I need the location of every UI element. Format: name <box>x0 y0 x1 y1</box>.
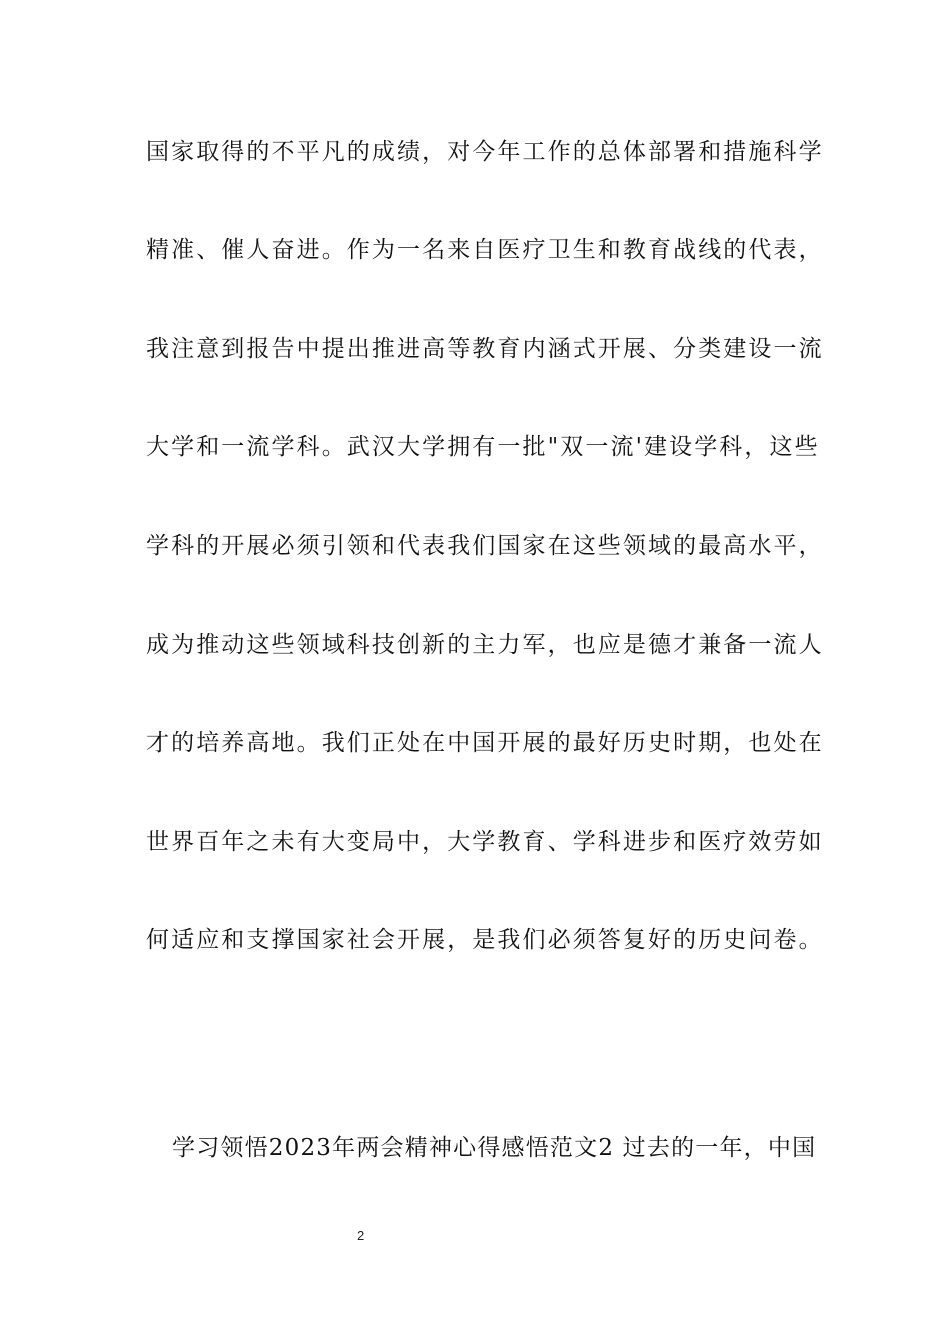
body-line-5: 学科的开展必须引领和代表我们国家在这些领域的最高水平， <box>146 533 824 559</box>
body-line-3: 我注意到报告中提出推进高等教育内涵式开展、分类建设一流 <box>146 336 824 362</box>
body-line-6: 成为推动这些领域科技创新的主力军，也应是德才兼备一流人 <box>146 632 824 658</box>
body-line-1: 国家取得的不平凡的成绩，对今年工作的总体部署和措施科学 <box>146 139 824 165</box>
body-line-7: 才的培养高地。我们正处在中国开展的最好历史时期，也处在 <box>146 730 824 756</box>
body-line-2: 精准、催人奋进。作为一名来自医疗卫生和教育战线的代表， <box>146 237 824 263</box>
body-line-8: 世界百年之未有大变局中，大学教育、学科进步和医疗效劳如 <box>146 829 824 855</box>
page-number: 2 <box>357 1228 365 1243</box>
body-line-9: 何适应和支撑国家社会开展，是我们必须答复好的历史问卷。 <box>146 927 824 953</box>
body-line-4: 大学和一流学科。武汉大学拥有一批"双一流'建设学科，这些 <box>146 434 820 460</box>
next-paragraph-heading-line: 学习领悟2023年两会精神心得感悟范文2 过去的一年，中国 <box>172 1135 817 1161</box>
